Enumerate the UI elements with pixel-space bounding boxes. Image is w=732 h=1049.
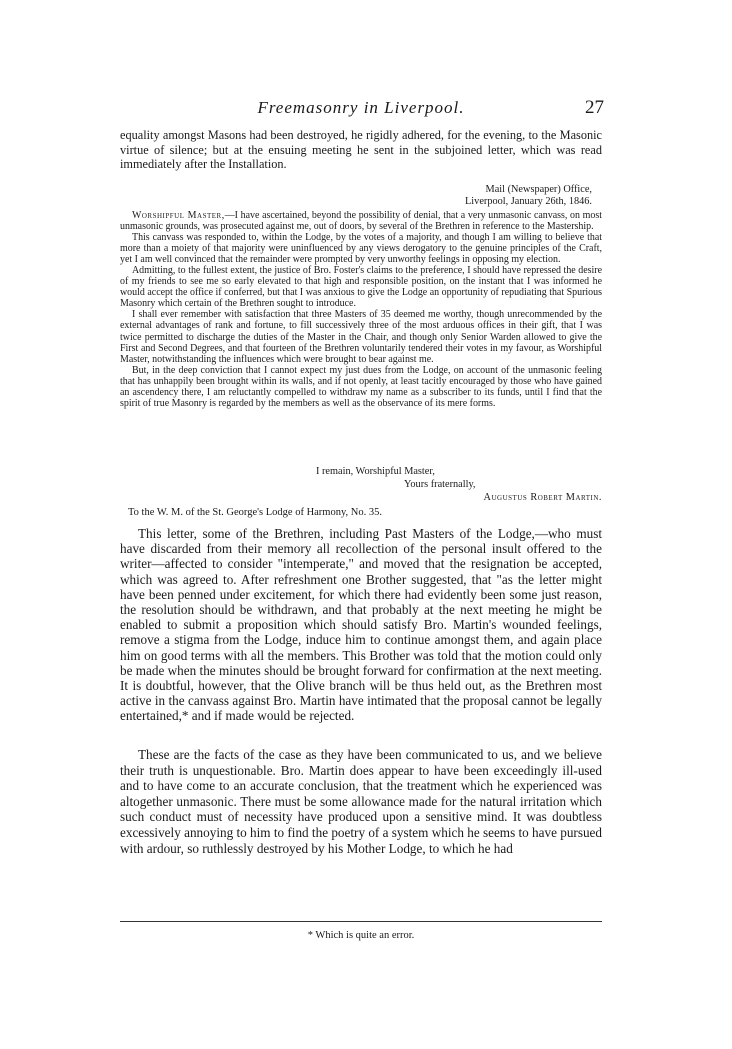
page-number: 27 (585, 97, 604, 118)
lead-paragraph: equality amongst Masons had been destroyed, he rigidly adhered, for the evening, to the Masonic virtue of silence; but at the ensuing meeting he sent in the subjoined letter, which was read immediately after the Installation. (120, 128, 602, 172)
footnote-divider (120, 921, 602, 922)
letter-addressee: To the W. M. of the St. George's Lodge of Harmony, No. 35. (128, 507, 382, 518)
page-header (120, 98, 602, 122)
letter-paragraph-5: But, in the deep conviction that I cannot expect my just dues from the Lodge, on account of the unmasonic feeling that has unhappily been brought within its walls, and if not openly, at least tacitly encouraged by those who have gained an ascendency there, I am reluctantly compelled to withdraw my name as a subscriber to its funds, until I find that the spirit of true Masonry is regarded by the members as well as the observance of its mere forms. (120, 364, 602, 409)
letter-address-line1: Mail (Newspaper) Office, (485, 184, 592, 195)
letter-address-line2: Liverpool, January 26th, 1846. (465, 196, 592, 207)
letter-signature: Augustus Robert Martin. (483, 492, 602, 503)
letter-closing-1: I remain, Worshipful Master, (316, 466, 435, 477)
letter-paragraph-2: This canvass was responded to, within the Lodge, by the votes of a majority, and though I am willing to believe that more than a moiety of that majority were uninfluenced by any views derogatory to the genuine principles of the Craft, yet I am well convinced that the remainder were prompted by very unworthy feelings in opposing my election. (120, 232, 602, 266)
letter-salutation: Worshipful Master, (132, 210, 225, 221)
letter-closing-2: Yours fraternally, (404, 479, 476, 490)
letter-paragraph-1 (120, 210, 602, 232)
main-paragraph: This letter, some of the Brethren, including Past Masters of the Lodge,—who must have discarded from their memory all recollection of the personal insult offered to the writer—affected to consider "intemperate," and moved that the resignation be accepted, which was agreed to. After refreshment one Brother suggested, that "as the letter might have been penned under excitement, for which there had evidently been some just reason, the resolution should be withdrawn, and that probably at the next meeting he might be enabled to submit a proposition which should satisfy Bro. Martin's wounded feelings, remove a stigma from the Lodge, induce him to continue amongst them, and again place him on good terms with all the members. This Brother was told that the motion could only be made when the minutes should be brought forward for confirmation at the next meeting. It is doubtful, however, that the Olive branch will be thus held out, as the Brethren most active in the canvass against Bro. Martin have intimated that the proposal cannot be legally entertained,* and if made would be rejected. (120, 526, 602, 724)
second-paragraph: These are the facts of the case as they have been communicated to us, and we believe their truth is unquestionable. Bro. Martin does appear to have been exceedingly ill-used and to have come to an accurate conclusion, that the treatment which he experienced was altogether unmasonic. There must be some allowance made for the natural irritation which such conduct must of necessity have produced upon a sensitive mind. It was doubtless excessively annoying to him to find the poetry of a system which he seems to have pursued with ardour, so ruthlessly destroyed by his Mother Lodge, to which he had (120, 747, 602, 856)
lead-paragraph-block (120, 128, 602, 172)
second-paragraph-block (120, 747, 602, 856)
letter-paragraph-1-text: —I have ascertained, beyond the possibility of denial, that a very unmasonic canvass, on most unmasonic grounds, was prosecuted against me, out of doors, by several of the Brethren in reference to the Mastership. (120, 210, 602, 233)
letter-body (120, 210, 602, 409)
footnote: * Which is quite an error. (307, 930, 415, 941)
letter-paragraph-4: I shall ever remember with satisfaction that three Masters of 35 deemed me worthy, though unrecommended by the external advantages of rank and fortune, to fill successively three of the most arduous offices in their gift, that I was twice permitted to discharge the duties of the Master in the Chair, and though only Senior Warden allowed to give the First and Second Degrees, and that fourteen of the Brethren voluntarily tendered their votes in my favour, as Worshipful Master, notwithstanding the influences which were brought to bear against me. (120, 309, 602, 365)
main-paragraph-block (120, 526, 602, 724)
running-title: Freemasonry in Liverpool. (257, 98, 465, 117)
letter-paragraph-3: Admitting, to the fullest extent, the justice of Bro. Foster's claims to the preference, I should have repressed the desire of my friends to see me so early elevated to that high and responsible position, on the instant that I was informed he would accept the office if conferred, but that I was anxious to give the Lodge an opportunity of repudiating that Spurious Masonry which certain of the Brethren sought to introduce. (120, 265, 602, 310)
